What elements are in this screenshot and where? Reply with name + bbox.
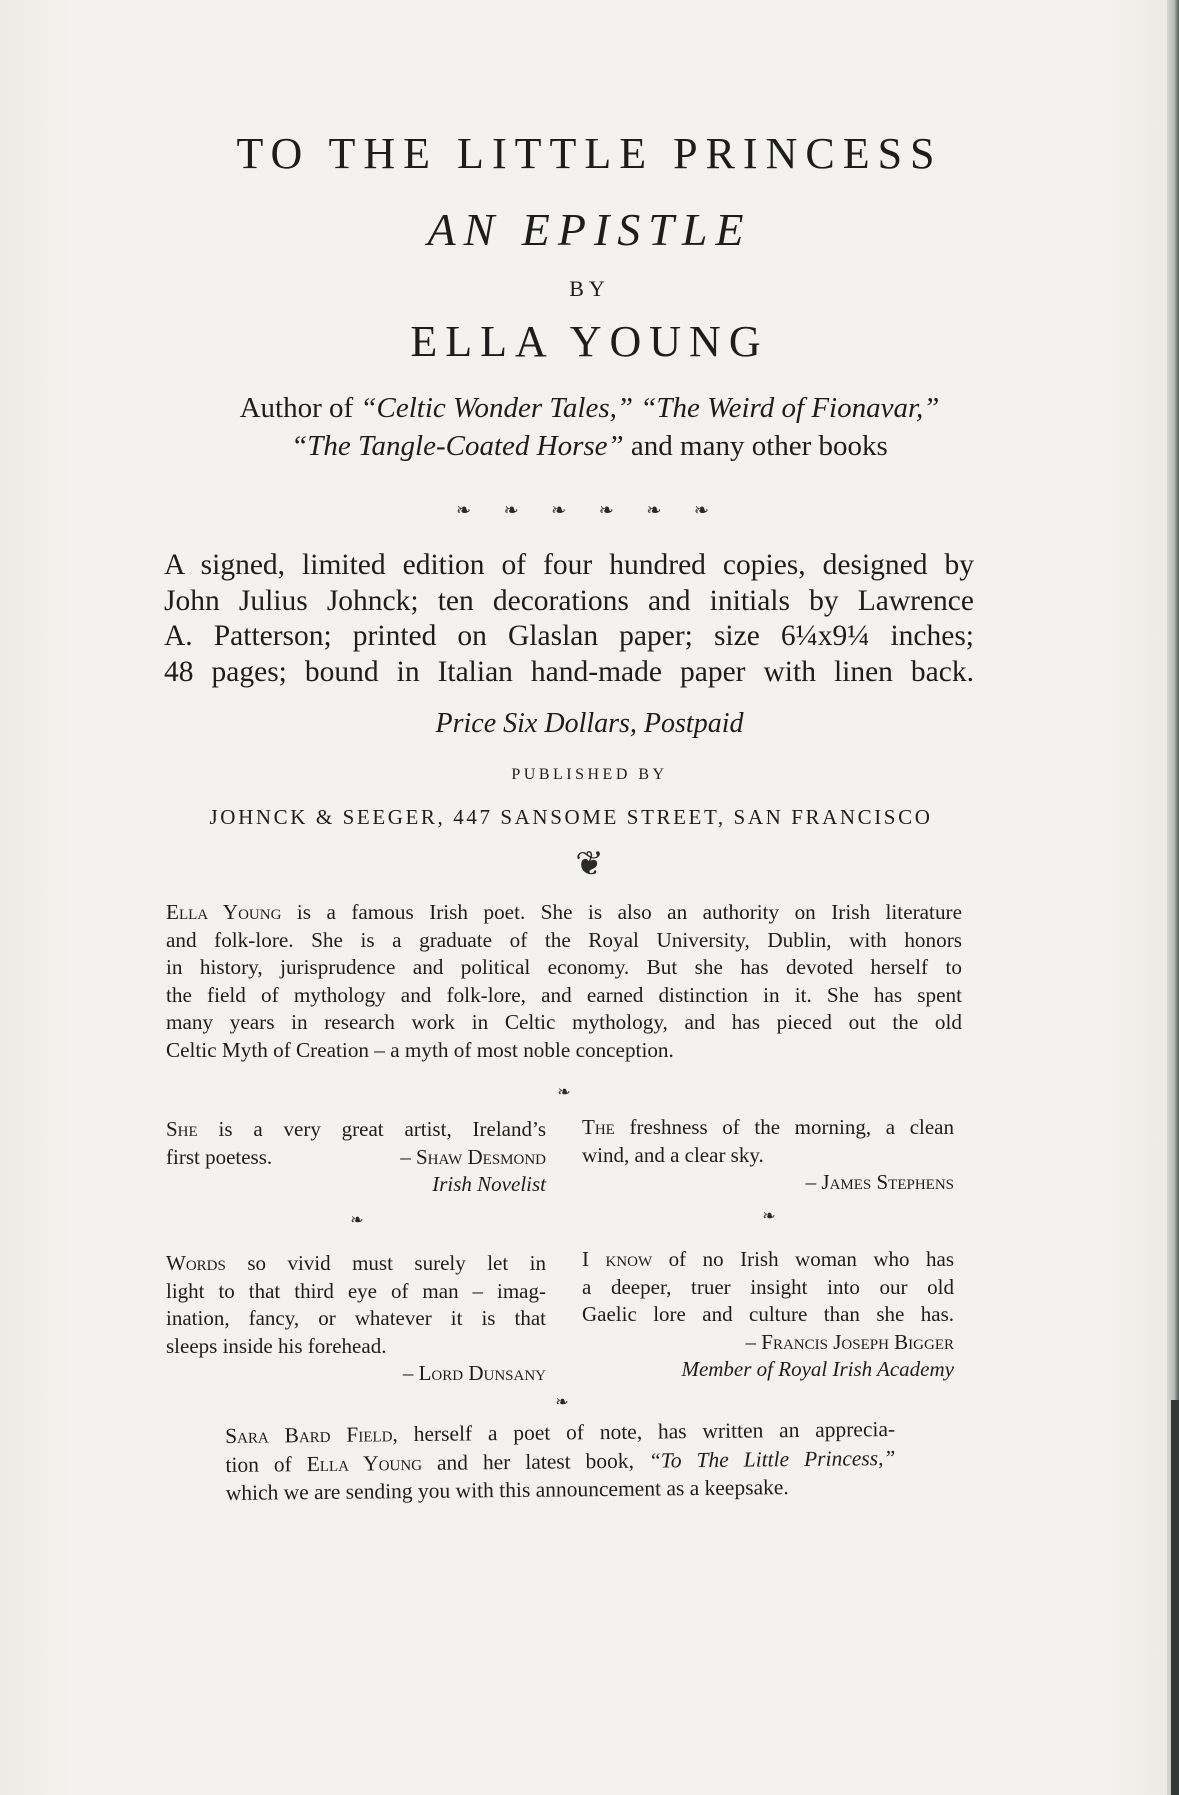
quote-line [166, 1250, 546, 1278]
quote-line: a deeper, truer insight into our old [582, 1274, 954, 1299]
quote-text: freshness of the morning, a clean [614, 1115, 954, 1139]
edition-line: 48 pages; bound in Italian hand-made paper with linen back. [164, 655, 974, 688]
closing-text: and her latest book, [421, 1448, 650, 1475]
quote-lead: Words [166, 1251, 226, 1275]
closing-note [225, 1415, 896, 1508]
book-title-tangle-coated-horse: “The Tangle-Coated Horse” [291, 430, 624, 462]
many-other-books-text: and many other books [623, 430, 888, 462]
document-subtitle: AN EPISTLE [427, 204, 752, 255]
by-label: BY [569, 276, 610, 301]
crown-ornament-row: ❧ ❧ ❧ ❧ ❧ ❧ [456, 500, 723, 520]
quote-text: of no Irish woman who has [652, 1247, 954, 1271]
quote-lead: She [166, 1117, 198, 1141]
quote-line: ination, fancy, or whatever it is that [166, 1306, 546, 1330]
closing-line: which we are sending you with this announcement as a keepsake. [225, 1475, 789, 1505]
quote-role: Irish Novelist [432, 1172, 546, 1196]
closing-text: , herself a poet of note, has written an apprecia- [392, 1416, 896, 1447]
author-name: ELLA YOUNG [410, 317, 769, 366]
other-books-line-1 [0, 389, 1179, 427]
other-books-line-2 [0, 427, 1179, 465]
quote-line: Gaelic lore and culture than she has. [582, 1302, 954, 1326]
cover-edge [1171, 1400, 1179, 1795]
edition-description [164, 548, 974, 690]
quote-lord-dunsany [166, 1250, 546, 1388]
bio-line: Celtic Myth of Creation – a myth of most noble conception. [166, 1037, 674, 1062]
closing-lead-name: Sara Bard Field [225, 1422, 393, 1448]
author-of-label: Author of [239, 392, 361, 424]
quote-attribution: – Francis Joseph Bigger [745, 1329, 954, 1354]
crown-ornament: ❧ [557, 1084, 571, 1101]
closing-text: tion of [225, 1451, 307, 1477]
quote-line [166, 1116, 546, 1144]
quote-lead: I know [582, 1247, 653, 1271]
quote-attribution: – Shaw Desmond [400, 1144, 546, 1169]
quote-attribution: – James Stephens [805, 1170, 954, 1194]
publisher-address: JOHNCK & SEEGER, 447 SANSOME STREET, SAN FRANCISCO [209, 805, 933, 829]
quote-line [166, 1144, 546, 1172]
quote-lead: The [582, 1115, 615, 1139]
closing-author-name: Ella Young [306, 1450, 423, 1476]
edition-line: John Julius Johnck; ten decorations and initials by Lawrence [164, 584, 974, 617]
bio-line [166, 899, 962, 927]
price-text: Price Six Dollars, Postpaid [435, 708, 744, 739]
quote-text: so vivid must surely let in [225, 1251, 546, 1275]
closing-book-title: “To The Little Princess,” [648, 1445, 896, 1473]
quote-text: is a very great artist, Ireland’s [197, 1117, 546, 1141]
quote-line [582, 1114, 954, 1142]
bio-line: and folk-lore. She is a graduate of the Royal University, Dublin, with honors [166, 927, 962, 952]
fleuron-ornament: ❦ [575, 846, 604, 883]
quote-line: sleeps inside his forehead. [166, 1333, 387, 1358]
bio-text: is a famous Irish poet. She is also an authority on Irish literature [281, 900, 963, 924]
published-by-label: PUBLISHED BY [511, 766, 668, 783]
quote-text: first poetess. [166, 1144, 273, 1169]
crown-ornament: ❧ [555, 1394, 569, 1411]
quote-line: wind, and a clear sky. [582, 1142, 764, 1167]
quote-attribution: – Lord Dunsany [402, 1361, 546, 1385]
document-title: TO THE LITTLE PRINCESS [236, 129, 943, 178]
edition-line: A signed, limited edition of four hundred copies, designed by [164, 549, 974, 581]
quote-shaw-desmond [166, 1116, 546, 1199]
book-title-celtic-wonder-tales: “Celtic Wonder Tales,” [360, 392, 633, 424]
quote-role: Member of Royal Irish Academy [681, 1357, 954, 1381]
crown-ornament: ❧ [350, 1212, 364, 1229]
bio-line: in history, jurisprudence and political economy. But she has devoted herself to [166, 955, 962, 979]
bio-lead-name: Ella Young [166, 900, 282, 924]
edition-line: A. Patterson; printed on Glaslan paper; size 6¼x9¼ inches; [164, 620, 974, 652]
bio-line: many years in research work in Celtic mythology, and has pieced out the old [166, 1010, 962, 1034]
quote-line [582, 1246, 954, 1274]
other-books [0, 389, 1179, 465]
quote-francis-joseph-bigger [582, 1246, 954, 1384]
author-biography [166, 899, 962, 1064]
book-title-weird-of-fionavar: “The Weird of Fionavar,” [640, 392, 940, 424]
quote-line: light to that third eye of man – imag- [166, 1278, 546, 1303]
crown-ornament: ❧ [762, 1208, 776, 1225]
quote-james-stephens [582, 1114, 954, 1197]
bio-line: the field of mythology and folk-lore, and earned distinction in it. She has spent [166, 982, 962, 1007]
